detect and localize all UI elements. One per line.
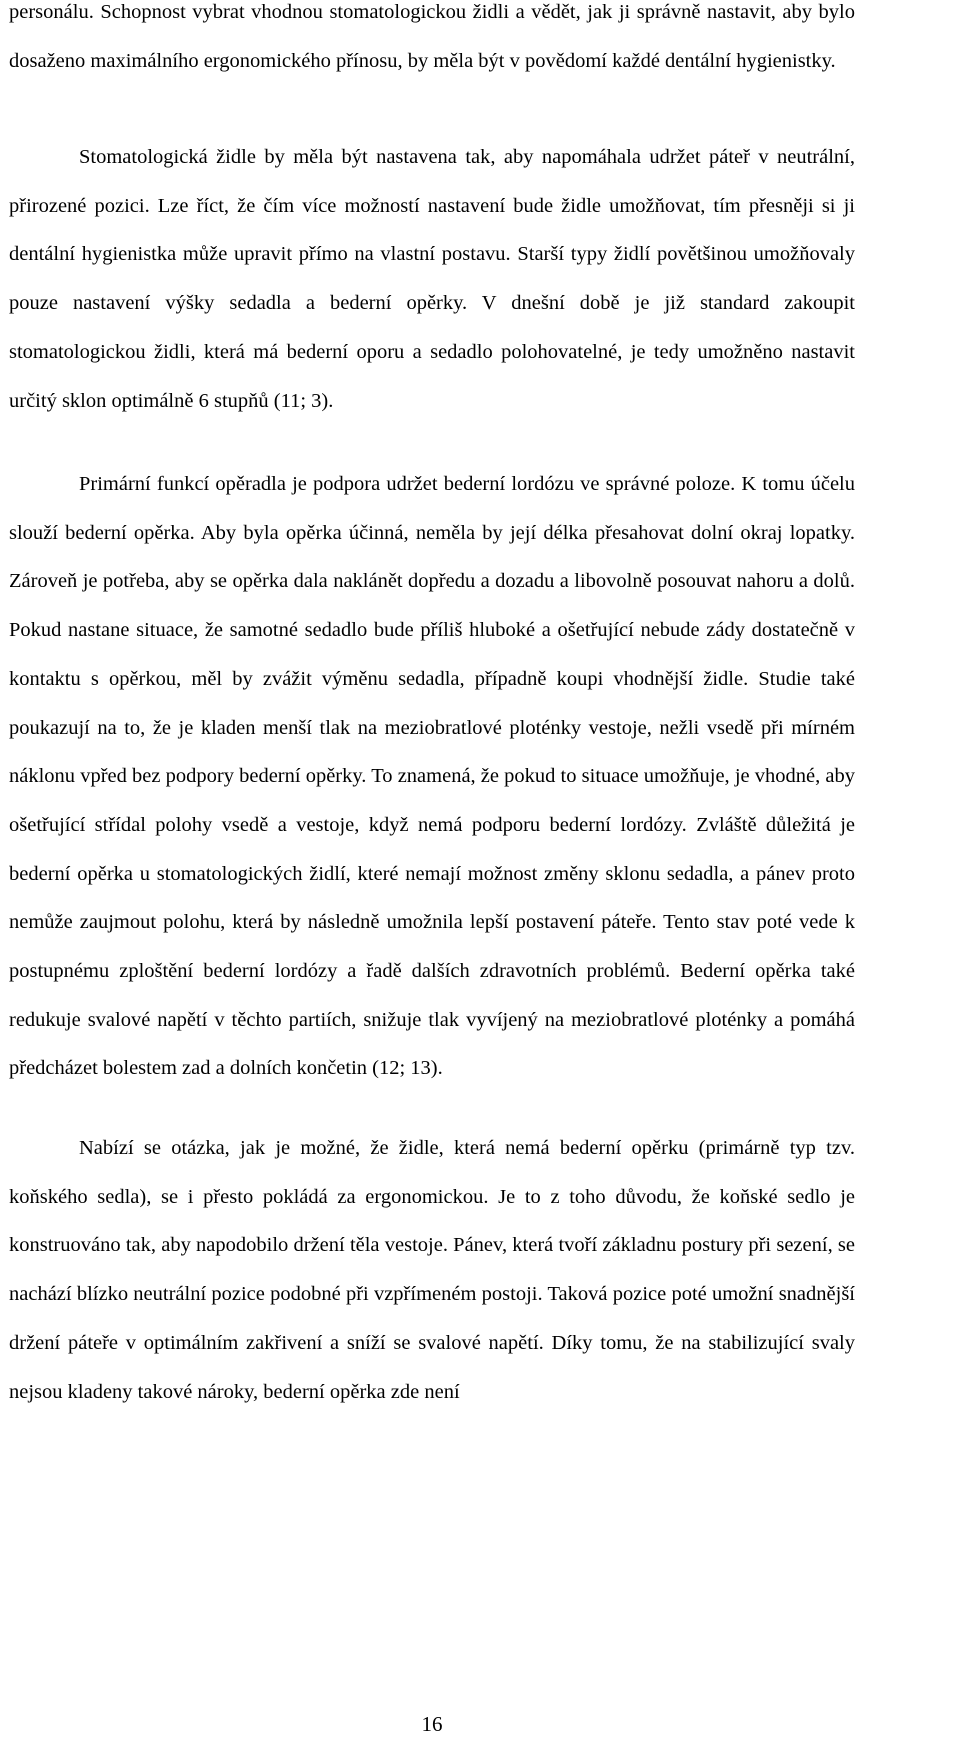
paragraph-saddle-chair: Nabízí se otázka, jak je možné, že židle, která nemá bederní opěrku (primárně typ tzv. koňského sedla), se i přesto pokládá za ergonomickou. Je to z toho důvodu, že koňské sedlo je konstruováno tak, aby napodobilo držení těla vestoje. Pánev, která tvoří základnu postury při sezení, se nachází blízko neutrální pozice podobné při vzpřímeném postoji. Taková pozice poté umožní snadnější držení páteře v optimálním zakřivení a sníží se svalové napětí. Díky tomu, že na stabilizující svaly nejsou kladeny takové nároky, bederní opěrka zde není — [9, 1137, 855, 1403]
paragraph-continuation: personálu. Schopnost vybrat vhodnou stomatologickou židli a vědět, jak ji správně nastavit, aby bylo dosaženo maximálního ergonomického přínosu, by měla být v povědomí každé dentální hygienistky. — [9, 1, 855, 72]
page-number: 16 — [421, 1712, 443, 1736]
paragraph-chair-adjustment: Stomatologická židle by měla být nastavena tak, aby napomáhala udržet páteř v neutrální, přirozené pozici. Lze říct, že čím více možností nastavení bude židle umožňovat, tím přesněji si ji dentální hygienistka může upravit přímo na vlastní postavu. Starší typy židlí povětšinou umožňovaly pouze nastavení výšky sedadla a bederní opěrky. V dnešní době je již standard zakoupit stomatologickou židli, která má bederní oporu a sedadlo polohovatelné, je tedy umožněno nastavit určitý sklon optimálně 6 stupňů (11; 3). — [9, 146, 855, 412]
document-page — [9, 0, 855, 1758]
paragraph-backrest-function: Primární funkcí opěradla je podpora udržet bederní lordózu ve správné poloze. K tomu účelu slouží bederní opěrka. Aby byla opěrka účinná, neměla by její délka přesahovat dolní okraj lopatky. Zároveň je potřeba, aby se opěrka dala naklánět dopředu a dozadu a libovolně posouvat nahoru a dolů. Pokud nastane situace, že samotné sedadlo bude příliš hluboké a ošetřující nebude zády dostatečně v kontaktu s opěrkou, měl by zvážit výměnu sedadla, případně koupi vhodnější židle. Studie také poukazují na to, že je kladen menší tlak na meziobratlové ploténky vestoje, nežli vsedě při mírném náklonu vpřed bez podpory bederní opěrky. To znamená, že pokud to situace umožňuje, je vhodné, aby ošetřující střídal polohy vsedě a vestoje, když nemá podporu bederní lordózy. Zvláště důležitá je bederní opěrka u stomatologických židlí, které nemají možnost změny sklonu sedadla, a pánev proto nemůže zaujmout polohu, která by následně umožnila lepší postavení páteře. Tento stav poté vede k postupnému zploštění bederní lordózy a řadě dalších zdravotních problémů. Bederní opěrka také redukuje svalové napětí v těchto partiích, snižuje tlak vyvíjený na meziobratlové ploténky a pomáhá předcházet bolestem zad a dolních končetin (12; 13). — [9, 473, 855, 1080]
